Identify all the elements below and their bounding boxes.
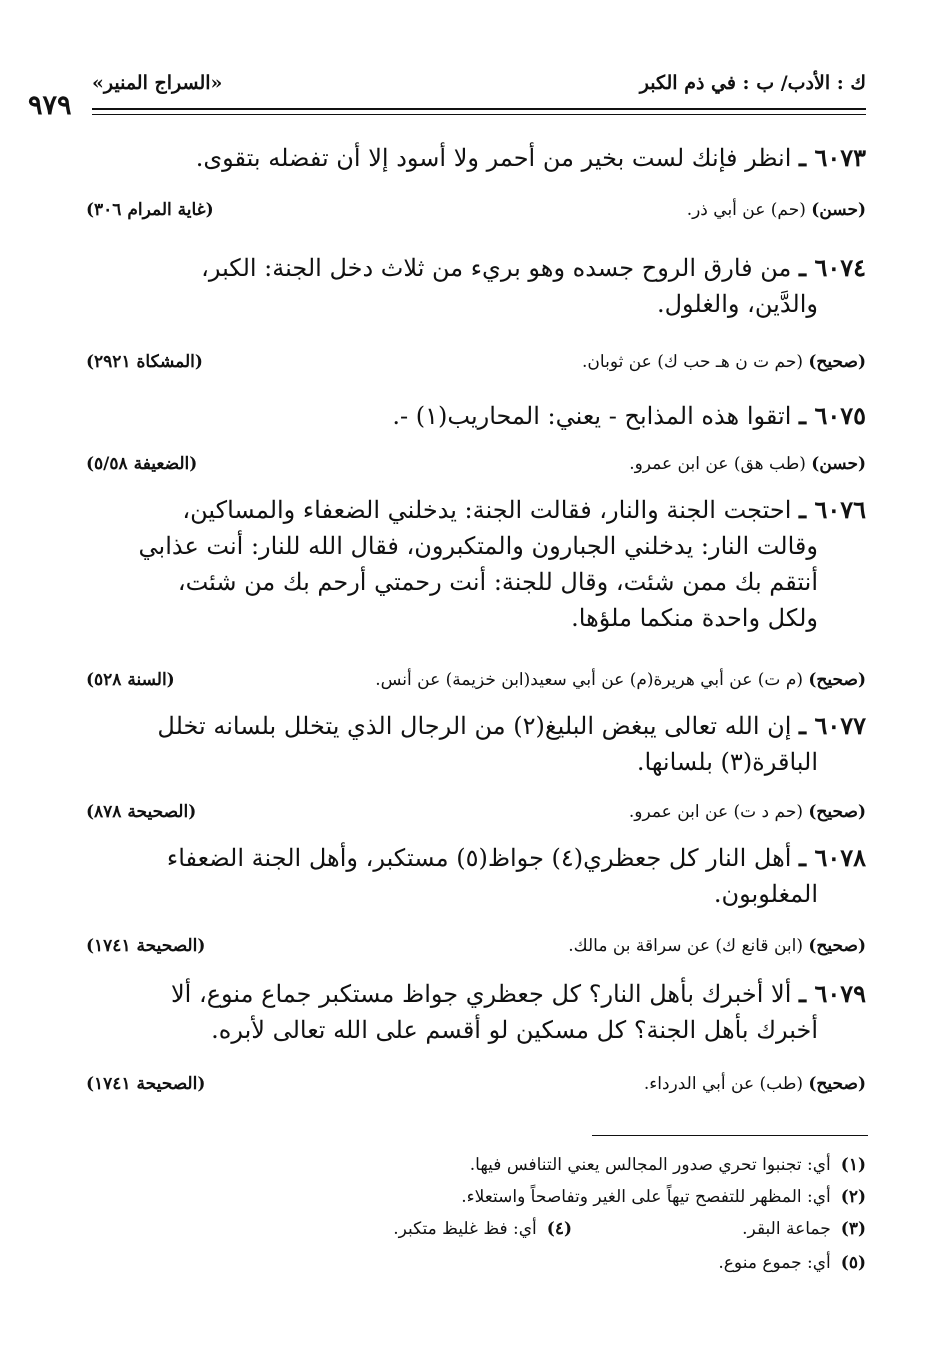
hadith-text: إن الله تعالى يبغض البليغ(٢) من الرجال الذي يتخلل بلسانه تخلل	[157, 712, 792, 740]
grade: (صحيح)	[808, 1074, 866, 1094]
hadith-text: اتقوا هذه المذابح - يعني: المحاريب(١) -.	[392, 402, 792, 430]
source: (حم) عن أبي ذر.	[686, 200, 806, 220]
hadith-text: وقالت النار: يدخلني الجبارون والمتكبرون، فقال الله للنار: أنت عذابي	[138, 532, 818, 560]
hadith-6073	[86, 140, 866, 176]
header-rule-thin	[92, 114, 866, 115]
grade: (صحيح)	[808, 936, 866, 956]
footnote-text: أي: تجنبوا تحري صدور المجالس يعني التنافس فيها.	[469, 1155, 831, 1175]
source: (حم د ت) عن ابن عمرو.	[628, 802, 803, 822]
source-line-6077	[86, 802, 866, 828]
footnote-3	[742, 1216, 866, 1242]
hadith-text: أهل النار كل جعظري(٤) جواظ(٥) مستكبر، وأهل الجنة الضعفاء	[166, 844, 792, 872]
source-line-6076	[86, 670, 866, 696]
header-rule-thick	[92, 108, 866, 110]
footnote-number: (٤)	[546, 1219, 572, 1239]
hadith-6078	[86, 840, 866, 912]
grade: (حسن)	[811, 200, 866, 220]
source: (ابن قانع ك) عن سراقة بن مالك.	[568, 936, 803, 956]
hadith-6079	[86, 976, 866, 1048]
hadith-text: والدَّين، والغلول.	[656, 290, 818, 318]
chapter-title: ك : الأدب/ ب : في ذم الكبر	[639, 72, 866, 94]
hadith-text: ولكل واحدة منكما ملؤها.	[571, 604, 818, 632]
source-line-6075	[86, 454, 866, 480]
source-line-6073	[86, 200, 866, 226]
hadith-number: ٦٠٧٥ ـ	[799, 401, 866, 430]
footnote-2	[461, 1184, 866, 1210]
hadith-text: احتجت الجنة والنار، فقالت الجنة: يدخلني الضعفاء والمساكين،	[182, 496, 792, 524]
footnote-1	[470, 1152, 866, 1178]
hadith-6074	[86, 250, 866, 322]
hadith-number: ٦٠٧٧ ـ	[799, 711, 866, 740]
hadith-number: ٦٠٧٩ ـ	[799, 979, 866, 1008]
source-line-6078	[86, 936, 866, 962]
book-title: «السراج المنير»	[92, 72, 223, 94]
source: (حم ت ن هـ حب ك) عن ثوبان.	[582, 352, 803, 372]
hadith-6075	[86, 398, 866, 434]
source: (م ت) عن أبي هريرة(م) عن أبي سعيد(ابن خزيمة) عن أنس.	[375, 670, 803, 690]
reference: (السنة ٥٢٨)	[86, 670, 175, 690]
hadith-text: أخبرك بأهل الجنة؟ كل مسكين لو أقسم على الله تعالى لأبره.	[211, 1016, 818, 1044]
page-number: ٩٧٩	[28, 90, 72, 121]
grade: (صحيح)	[808, 352, 866, 372]
hadith-number: ٦٠٧٣ ـ	[799, 143, 866, 172]
hadith-text: المغلوبون.	[713, 880, 818, 908]
hadith-number: ٦٠٧٤ ـ	[799, 253, 866, 282]
source-line-6079	[86, 1074, 866, 1100]
hadith-text: انظر فإنك لست بخير من أحمر ولا أسود إلا أن تفضله بتقوى.	[195, 144, 792, 172]
footnote-5	[718, 1250, 866, 1276]
footnote-number: (٥)	[840, 1253, 866, 1273]
hadith-text: من فارق الروح جسده وهو بريء من ثلاث دخل الجنة: الكبر،	[201, 254, 792, 282]
reference: (غاية المرام ٣٠٦)	[86, 200, 214, 220]
reference: (الضعيفة ٥/٥٨)	[86, 454, 198, 474]
footnote-text: أي: جموع منوع.	[718, 1253, 831, 1273]
footnote-number: (٢)	[840, 1187, 866, 1207]
footnote-text: جماعة البقر.	[742, 1219, 831, 1239]
hadith-text: أنتقم بك ممن شئت، وقال للجنة: أنت رحمتي أرحم بك من شئت،	[177, 568, 818, 596]
grade: (حسن)	[811, 454, 866, 474]
footnote-number: (٣)	[840, 1219, 866, 1239]
reference: (المشكاة ٢٩٢١)	[86, 352, 203, 372]
footnote-text: أي: المظهر للتفصح تيهاً على الغير وتفاصحاً واستعلاء.	[461, 1187, 831, 1207]
reference: (الصحيحة ١٧٤١)	[86, 936, 206, 956]
source-line-6074	[86, 352, 866, 378]
hadith-text: ألا أخبرك بأهل النار؟ كل جعظري جواظ مستكبر جماع منوع، ألا	[170, 980, 792, 1008]
hadith-6076	[86, 492, 866, 636]
footnote-rule	[592, 1135, 868, 1136]
hadith-text: الباقرة(٣) بلسانها.	[636, 748, 818, 776]
hadith-number: ٦٠٧٨ ـ	[799, 843, 866, 872]
hadith-6077	[86, 708, 866, 780]
grade: (صحيح)	[808, 802, 866, 822]
footnote-4	[393, 1216, 572, 1242]
footnote-text: أي: فظ غليظ متكبر.	[393, 1219, 537, 1239]
hadith-number: ٦٠٧٦ ـ	[799, 495, 866, 524]
source: (طب) عن أبي الدرداء.	[643, 1074, 803, 1094]
reference: (الصحيحة ٨٧٨)	[86, 802, 197, 822]
reference: (الصحيحة ١٧٤١)	[86, 1074, 206, 1094]
source: (طب هق) عن ابن عمرو.	[629, 454, 806, 474]
footnote-number: (١)	[840, 1155, 866, 1175]
grade: (صحيح)	[808, 670, 866, 690]
